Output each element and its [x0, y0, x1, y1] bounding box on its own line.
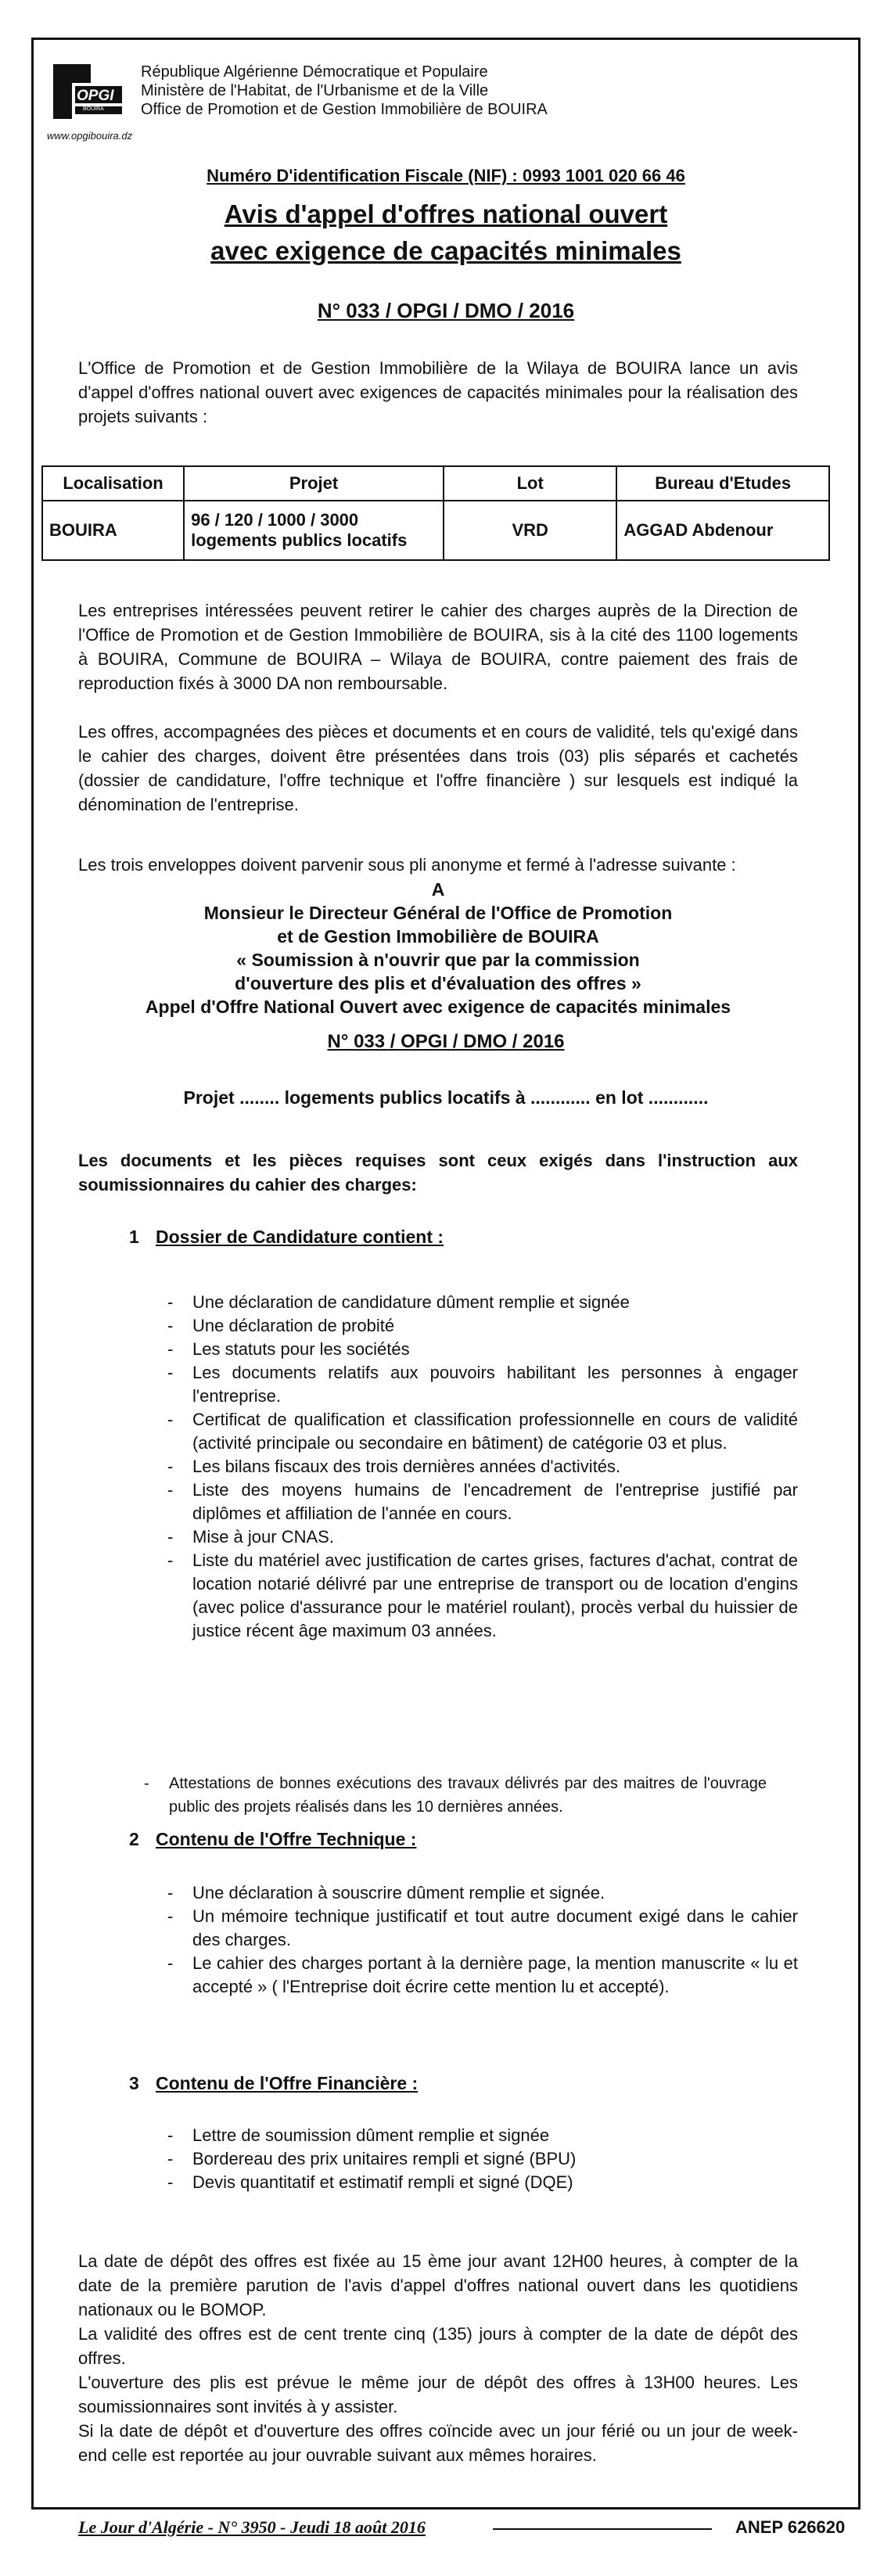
col-localisation: Localisation — [42, 466, 184, 501]
section-3-heading — [129, 2073, 418, 2094]
list-item: - Mise à jour CNAS. — [164, 1525, 798, 1549]
list-item: - Certificat de qualification et classification professionnelle en cours de validité (activité principale ou secondaire en bâtiment) de catégorie 03 et plus. — [164, 1408, 798, 1455]
footer — [55, 2517, 868, 2549]
list-item: - Les documents relatifs aux pouvoirs habilitant les personnes à engager l'entreprise. — [164, 1361, 798, 1408]
col-projet: Projet — [184, 466, 444, 501]
list-item: - Devis quantitatif et estimatif rempli et signé (DQE) — [164, 2171, 798, 2194]
newspaper-reference: Le Jour d'Algérie - N° 3950 - Jeudi 18 août 2016 — [78, 2517, 426, 2537]
address-line: Appel d'Offre National Ouvert avec exigence de capacités minimales — [145, 997, 731, 1017]
closing-line: La validité des offres est de cent trente cinq (135) jours à compter de la date de dépôt des offres. — [78, 2324, 798, 2368]
section-2-heading — [129, 1829, 416, 1850]
cell-localisation: BOUIRA — [42, 501, 184, 560]
cell-lot: VRD — [444, 501, 616, 560]
tender-number: N° 033 / OPGI / DMO / 2016 — [317, 299, 575, 322]
org-line: Ministère de l'Habitat, de l'Urbanisme et de la Ville — [141, 82, 489, 99]
logo-text: OPGI — [77, 88, 114, 104]
list-item: - Attestations de bonnes exécutions des travaux délivrés par des maitres de l'ouvrage public des projets réalisés dans les 10 dernières années. — [141, 1772, 767, 1819]
list-item: - Un mémoire technique justificatif et tout autre document exigé dans le cahier des charges. — [164, 1905, 798, 1952]
title-line-1: Avis d'appel d'offres national ouvert — [224, 199, 668, 228]
section-number: 3 — [129, 2073, 139, 2093]
col-lot: Lot — [444, 466, 616, 501]
address-line: « Soumission à n'ouvrir que par la commission — [236, 950, 640, 970]
paragraph-enveloppes: Les trois enveloppes doivent parvenir sous pli anonyme et fermé à l'adresse suivante : — [78, 855, 736, 875]
org-line: République Algérienne Démocratique et Populaire — [141, 63, 488, 81]
anep-reference: ANEP 626620 — [735, 2517, 846, 2537]
section-2-list — [164, 1881, 798, 1999]
table-row — [42, 501, 829, 560]
address-line: et de Gestion Immobilière de BOUIRA — [277, 926, 599, 947]
list-item: - Bordereau des prix unitaires rempli et signé (BPU) — [164, 2147, 798, 2171]
section-1-extra — [141, 1772, 767, 1819]
section-1-heading — [129, 1227, 444, 1248]
intro-paragraph: L'Office de Promotion et de Gestion Immobilière de la Wilaya de BOUIRA lance un avis d'appel d'offres national ouvert avec exigences de capacités minimales pour la réalisation des projets suivants : — [78, 358, 798, 426]
address-line: d'ouverture des plis et d'évaluation des offres » — [235, 973, 641, 993]
logo-sub: BOUIRA — [83, 106, 104, 112]
list-item: - Une déclaration de probité — [164, 1314, 798, 1338]
paragraph-documents: Les documents et les pièces requises sont ceux exigés dans l'instruction aux soumissionnaires du cahier des charges: — [78, 1151, 798, 1195]
col-bureau: Bureau d'Etudes — [616, 466, 829, 501]
list-item: - Les statuts pour les sociétés — [164, 1338, 798, 1361]
table-header-row — [42, 466, 829, 501]
projects-table — [41, 465, 830, 561]
org-line: Office de Promotion et de Gestion Immobilière de BOUIRA — [141, 101, 548, 118]
closing-block — [78, 2249, 798, 2467]
list-item: - Le cahier des charges portant à la dernière page, la mention manuscrite « lu et accepté » ( l'Entreprise doit écrire cette mention lu et accepté). — [164, 1952, 798, 1999]
list-item: - Une déclaration à souscrire dûment remplie et signée. — [164, 1881, 798, 1905]
cell-projet: 96 / 120 / 1000 / 3000 logements publics locatifs — [184, 501, 444, 560]
list-item: - Liste du matériel avec justification de cartes grises, factures d'achat, contrat de location notarié délivré par une entreprise de transport ou de location d'engins (avec police d'assurance pour le matériel roulant), procès verbal du huissier de justice récent âge maximum 03 années. — [164, 1549, 798, 1643]
tender-number-2: N° 033 / OPGI / DMO / 2016 — [327, 1031, 565, 1052]
section-title: Dossier de Candidature contient : — [156, 1227, 444, 1247]
projet-line: Projet ........ logements publics locatifs à ............ en lot ............ — [183, 1087, 709, 1108]
footer-divider — [493, 2528, 712, 2530]
section-title: Contenu de l'Offre Financière : — [156, 2073, 419, 2093]
list-item: - Liste des moyens humains de l'encadrement de l'entreprise justifié par diplômes et affiliation de l'année en cours. — [164, 1478, 798, 1525]
section-1-list — [164, 1291, 798, 1643]
nif-line: Numéro D'identification Fiscale (NIF) : 0993 1001 020 66 46 — [207, 166, 685, 185]
org-lines — [141, 63, 548, 119]
letterhead — [45, 49, 828, 154]
list-item: - Une déclaration de candidature dûment remplie et signée — [164, 1291, 798, 1314]
section-number: 1 — [129, 1227, 139, 1247]
address-line: A — [431, 879, 445, 900]
section-3-list — [164, 2124, 798, 2194]
closing-line: L'ouverture des plis est prévue le même jour de dépôt des offres à 13H00 heures. Les soumissionnaires sont invités à y assister. — [78, 2373, 798, 2416]
address-line: Monsieur le Directeur Général de l'Office de Promotion — [203, 903, 673, 923]
list-item: - Lettre de soumission dûment remplie et signée — [164, 2124, 798, 2147]
logo-url: www.opgibouira.dz — [47, 130, 133, 142]
closing-line: La date de dépôt des offres est fixée au 15 ème jour avant 12H00 heures, à compter de la date de la première parution de l'avis d'appel d'offres national ouvert dans les quotidiens nationaux ou le BOMOP. — [78, 2251, 798, 2319]
address-block — [78, 878, 798, 1019]
section-title: Contenu de l'Offre Technique : — [156, 1829, 417, 1849]
paragraph-cahier: Les entreprises intéressées peuvent retirer le cahier des charges auprès de la Direction de l'Office de Promotion et de Gestion Immobilière de BOUIRA, sis à la cité des 1100 logements à BOUIRA, Commune de BOUIRA – Wilaya de BOUIRA, contre paiement des frais de reproduction fixés à 3000 DA non remboursable. — [78, 601, 798, 693]
paragraph-offres: Les offres, accompagnées des pièces et documents et en cours de validité, tels qu'exigé dans le cahier des charges, doivent être présentées dans trois (03) plis séparés et cachetés (dossier de candidature, l'offre technique et l'offre financière ) sur lesquels est indiqué la dénomination de l'entreprise. — [78, 722, 798, 814]
section-number: 2 — [129, 1829, 139, 1849]
title-line-2: avec exigence de capacités minimales — [210, 236, 681, 265]
cell-bureau: AGGAD Abdenour — [616, 501, 829, 560]
closing-line: Si la date de dépôt et d'ouverture des offres coïncide avec un jour férié ou un jour de week-end celle est reportée au jour ouvrable suivant aux mêmes horaires. — [78, 2421, 798, 2465]
list-item: - Les bilans fiscaux des trois dernières années d'activités. — [164, 1455, 798, 1478]
